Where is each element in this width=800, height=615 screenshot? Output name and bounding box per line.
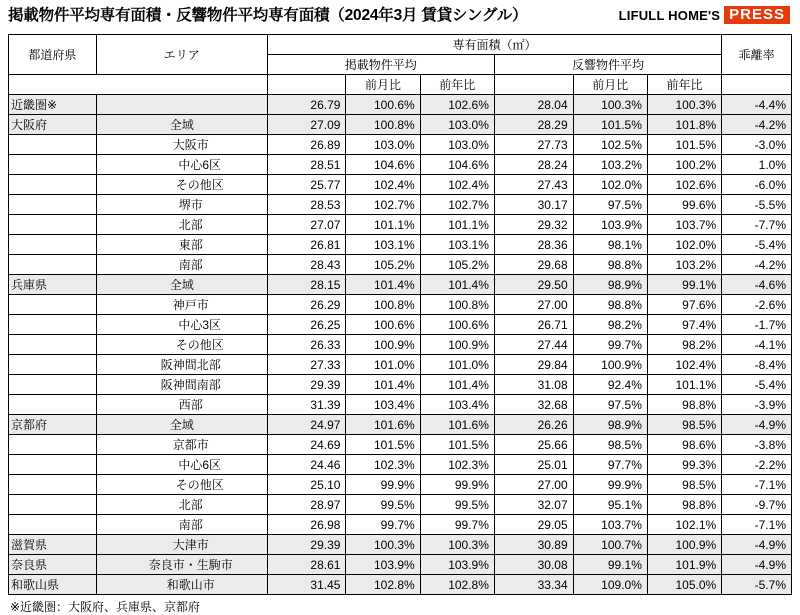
table-row <box>9 215 792 235</box>
cell-area: 神戸市 <box>96 295 267 315</box>
cell-response-mom: 98.9% <box>573 275 647 295</box>
table-row <box>9 315 792 335</box>
table-row <box>9 95 792 115</box>
cell-area: 北部 <box>96 495 267 515</box>
table-row <box>9 235 792 255</box>
table-row <box>9 335 792 355</box>
cell-listed-mom: 99.9% <box>346 475 420 495</box>
table-row <box>9 435 792 455</box>
table-row <box>9 575 792 595</box>
cell-gap-rate: -4.9% <box>722 415 792 435</box>
table-row <box>9 375 792 395</box>
cell-listed-avg: 28.15 <box>267 275 346 295</box>
logo-text: LIFULL HOME'S <box>618 7 721 23</box>
cell-gap-rate: -7.1% <box>722 475 792 495</box>
cell-area: その他区 <box>96 475 267 495</box>
cell-listed-yoy: 105.2% <box>420 255 494 275</box>
cell-response-avg: 29.84 <box>494 355 573 375</box>
cell-listed-avg: 26.98 <box>267 515 346 535</box>
cell-prefecture <box>9 335 97 355</box>
cell-prefecture <box>9 515 97 535</box>
cell-area: 全域 <box>96 415 267 435</box>
cell-listed-yoy: 102.8% <box>420 575 494 595</box>
cell-listed-yoy: 102.3% <box>420 455 494 475</box>
cell-response-mom: 92.4% <box>573 375 647 395</box>
table-row <box>9 175 792 195</box>
cell-prefecture <box>9 295 97 315</box>
cell-listed-avg: 27.33 <box>267 355 346 375</box>
cell-response-yoy: 98.8% <box>647 395 721 415</box>
sub-blank-pref <box>9 75 97 95</box>
cell-listed-mom: 100.9% <box>346 335 420 355</box>
group-header-response: 反響物件平均 <box>494 55 721 75</box>
cell-response-yoy: 98.8% <box>647 495 721 515</box>
cell-area <box>96 95 267 115</box>
cell-response-avg: 29.05 <box>494 515 573 535</box>
cell-listed-yoy: 102.7% <box>420 195 494 215</box>
table-row <box>9 555 792 575</box>
cell-area: 南部 <box>96 515 267 535</box>
cell-listed-avg: 27.07 <box>267 215 346 235</box>
cell-area: 北部 <box>96 215 267 235</box>
table-row <box>9 355 792 375</box>
cell-listed-mom: 101.5% <box>346 435 420 455</box>
cell-area: 堺市 <box>96 195 267 215</box>
cell-response-mom: 97.7% <box>573 455 647 475</box>
cell-prefecture <box>9 255 97 275</box>
cell-gap-rate: -3.9% <box>722 395 792 415</box>
sub-response-yoy: 前年比 <box>647 75 721 95</box>
cell-response-yoy: 98.6% <box>647 435 721 455</box>
cell-prefecture <box>9 195 97 215</box>
cell-listed-avg: 28.51 <box>267 155 346 175</box>
cell-prefecture: 近畿圏※ <box>9 95 97 115</box>
table-row <box>9 535 792 555</box>
table-body <box>9 95 792 595</box>
table-row <box>9 155 792 175</box>
cell-listed-avg: 27.09 <box>267 115 346 135</box>
cell-listed-avg: 26.33 <box>267 335 346 355</box>
cell-response-mom: 100.3% <box>573 95 647 115</box>
header <box>8 6 792 32</box>
cell-response-yoy: 102.0% <box>647 235 721 255</box>
cell-area: 全域 <box>96 115 267 135</box>
cell-area: 京都市 <box>96 435 267 455</box>
cell-prefecture <box>9 315 97 335</box>
cell-listed-yoy: 101.1% <box>420 215 494 235</box>
cell-gap-rate: -7.7% <box>722 215 792 235</box>
cell-response-mom: 99.7% <box>573 335 647 355</box>
cell-prefecture <box>9 475 97 495</box>
sub-listed-value <box>267 75 346 95</box>
table-row <box>9 275 792 295</box>
col-area-header: エリア <box>96 35 267 75</box>
data-table <box>8 34 792 595</box>
cell-listed-mom: 103.4% <box>346 395 420 415</box>
cell-response-mom: 97.5% <box>573 395 647 415</box>
cell-response-mom: 98.1% <box>573 235 647 255</box>
cell-area: 中心3区 <box>96 315 267 335</box>
cell-listed-avg: 24.69 <box>267 435 346 455</box>
cell-response-yoy: 105.0% <box>647 575 721 595</box>
cell-listed-avg: 25.10 <box>267 475 346 495</box>
cell-gap-rate: -5.4% <box>722 375 792 395</box>
cell-gap-rate: -3.0% <box>722 135 792 155</box>
cell-response-avg: 28.36 <box>494 235 573 255</box>
cell-listed-mom: 100.8% <box>346 295 420 315</box>
cell-response-avg: 29.50 <box>494 275 573 295</box>
cell-response-avg: 27.73 <box>494 135 573 155</box>
cell-listed-mom: 102.8% <box>346 575 420 595</box>
cell-response-yoy: 101.1% <box>647 375 721 395</box>
cell-area: 中心6区 <box>96 455 267 475</box>
table-row <box>9 395 792 415</box>
cell-prefecture <box>9 375 97 395</box>
cell-listed-yoy: 102.6% <box>420 95 494 115</box>
cell-area: 全域 <box>96 275 267 295</box>
cell-gap-rate: -4.1% <box>722 335 792 355</box>
cell-response-mom: 99.9% <box>573 475 647 495</box>
cell-response-avg: 29.32 <box>494 215 573 235</box>
cell-prefecture <box>9 435 97 455</box>
table-row <box>9 135 792 155</box>
cell-listed-mom: 101.4% <box>346 275 420 295</box>
cell-listed-yoy: 100.3% <box>420 535 494 555</box>
cell-response-yoy: 103.2% <box>647 255 721 275</box>
cell-response-yoy: 102.1% <box>647 515 721 535</box>
cell-listed-yoy: 102.4% <box>420 175 494 195</box>
cell-listed-mom: 101.0% <box>346 355 420 375</box>
cell-response-avg: 30.08 <box>494 555 573 575</box>
cell-gap-rate: -4.9% <box>722 535 792 555</box>
cell-prefecture <box>9 135 97 155</box>
cell-response-avg: 27.44 <box>494 335 573 355</box>
cell-response-yoy: 98.5% <box>647 415 721 435</box>
cell-listed-avg: 28.43 <box>267 255 346 275</box>
cell-response-mom: 102.0% <box>573 175 647 195</box>
cell-response-avg: 26.26 <box>494 415 573 435</box>
cell-area: 東部 <box>96 235 267 255</box>
cell-listed-mom: 102.4% <box>346 175 420 195</box>
cell-response-mom: 103.7% <box>573 515 647 535</box>
cell-listed-yoy: 101.4% <box>420 375 494 395</box>
cell-listed-avg: 25.77 <box>267 175 346 195</box>
cell-gap-rate: -2.2% <box>722 455 792 475</box>
cell-listed-yoy: 100.8% <box>420 295 494 315</box>
cell-response-yoy: 103.7% <box>647 215 721 235</box>
cell-response-yoy: 101.5% <box>647 135 721 155</box>
cell-listed-avg: 31.45 <box>267 575 346 595</box>
cell-response-avg: 27.00 <box>494 475 573 495</box>
table-header <box>9 35 792 95</box>
cell-listed-avg: 28.53 <box>267 195 346 215</box>
cell-listed-yoy: 99.5% <box>420 495 494 515</box>
cell-response-mom: 109.0% <box>573 575 647 595</box>
footnote: ※近畿圏：大阪府、兵庫県、京都府 <box>10 600 201 614</box>
cell-area: その他区 <box>96 175 267 195</box>
cell-listed-mom: 105.2% <box>346 255 420 275</box>
cell-gap-rate: -3.8% <box>722 435 792 455</box>
cell-response-avg: 27.43 <box>494 175 573 195</box>
cell-listed-mom: 100.3% <box>346 535 420 555</box>
cell-response-yoy: 99.1% <box>647 275 721 295</box>
cell-listed-mom: 103.1% <box>346 235 420 255</box>
logo-press-badge: PRESS <box>724 6 790 24</box>
cell-response-mom: 98.8% <box>573 255 647 275</box>
header-row-3 <box>9 75 792 95</box>
cell-area: 大阪市 <box>96 135 267 155</box>
cell-prefecture <box>9 395 97 415</box>
cell-prefecture: 和歌山県 <box>9 575 97 595</box>
cell-prefecture: 滋賀県 <box>9 535 97 555</box>
cell-response-yoy: 101.9% <box>647 555 721 575</box>
cell-area: 奈良市・生駒市 <box>96 555 267 575</box>
cell-listed-yoy: 99.9% <box>420 475 494 495</box>
cell-prefecture: 大阪府 <box>9 115 97 135</box>
table-row <box>9 415 792 435</box>
table-row <box>9 515 792 535</box>
cell-gap-rate: -7.1% <box>722 515 792 535</box>
cell-response-avg: 25.66 <box>494 435 573 455</box>
cell-prefecture <box>9 355 97 375</box>
cell-gap-rate: -4.2% <box>722 255 792 275</box>
cell-gap-rate: -1.7% <box>722 315 792 335</box>
cell-response-avg: 25.01 <box>494 455 573 475</box>
table-row <box>9 295 792 315</box>
cell-response-avg: 28.29 <box>494 115 573 135</box>
brand-logo <box>619 6 792 24</box>
cell-prefecture: 京都府 <box>9 415 97 435</box>
sub-response-value <box>494 75 573 95</box>
col-gap-header: 乖離率 <box>722 35 792 75</box>
cell-listed-yoy: 100.6% <box>420 315 494 335</box>
cell-response-yoy: 100.9% <box>647 535 721 555</box>
cell-area: その他区 <box>96 335 267 355</box>
cell-listed-avg: 28.61 <box>267 555 346 575</box>
cell-listed-mom: 104.6% <box>346 155 420 175</box>
cell-listed-mom: 100.8% <box>346 115 420 135</box>
cell-response-yoy: 97.4% <box>647 315 721 335</box>
cell-response-mom: 101.5% <box>573 115 647 135</box>
cell-gap-rate: -5.5% <box>722 195 792 215</box>
cell-response-yoy: 98.2% <box>647 335 721 355</box>
sub-listed-yoy: 前年比 <box>420 75 494 95</box>
table-row <box>9 495 792 515</box>
cell-response-avg: 31.08 <box>494 375 573 395</box>
cell-listed-avg: 26.81 <box>267 235 346 255</box>
cell-gap-rate: -2.6% <box>722 295 792 315</box>
cell-response-mom: 98.8% <box>573 295 647 315</box>
cell-response-mom: 95.1% <box>573 495 647 515</box>
cell-listed-avg: 31.39 <box>267 395 346 415</box>
page-title: 掲載物件平均専有面積・反響物件平均専有面積（2024年3月 賃貸シングル） <box>8 7 528 24</box>
table-row <box>9 115 792 135</box>
cell-response-avg: 26.71 <box>494 315 573 335</box>
cell-prefecture <box>9 495 97 515</box>
cell-gap-rate: 1.0% <box>722 155 792 175</box>
cell-prefecture: 兵庫県 <box>9 275 97 295</box>
cell-listed-avg: 29.39 <box>267 535 346 555</box>
cell-response-yoy: 99.6% <box>647 195 721 215</box>
cell-response-yoy: 100.2% <box>647 155 721 175</box>
sub-listed-mom: 前月比 <box>346 75 420 95</box>
cell-gap-rate: -5.7% <box>722 575 792 595</box>
cell-listed-yoy: 100.9% <box>420 335 494 355</box>
cell-gap-rate: -8.4% <box>722 355 792 375</box>
cell-listed-avg: 29.39 <box>267 375 346 395</box>
cell-response-yoy: 101.8% <box>647 115 721 135</box>
cell-response-avg: 32.07 <box>494 495 573 515</box>
sub-blank-gap <box>722 75 792 95</box>
group-header-main: 専有面積（㎡） <box>267 35 722 55</box>
cell-response-mom: 98.9% <box>573 415 647 435</box>
cell-gap-rate: -9.7% <box>722 495 792 515</box>
cell-area: 阪神間北部 <box>96 355 267 375</box>
cell-listed-mom: 103.9% <box>346 555 420 575</box>
cell-listed-avg: 26.25 <box>267 315 346 335</box>
cell-gap-rate: -4.6% <box>722 275 792 295</box>
cell-response-avg: 27.00 <box>494 295 573 315</box>
cell-listed-yoy: 103.0% <box>420 135 494 155</box>
cell-listed-yoy: 103.9% <box>420 555 494 575</box>
table-row <box>9 455 792 475</box>
cell-response-mom: 100.7% <box>573 535 647 555</box>
cell-listed-yoy: 101.5% <box>420 435 494 455</box>
cell-response-mom: 98.2% <box>573 315 647 335</box>
cell-listed-yoy: 101.6% <box>420 415 494 435</box>
cell-listed-yoy: 103.0% <box>420 115 494 135</box>
cell-listed-mom: 100.6% <box>346 315 420 335</box>
cell-listed-mom: 101.1% <box>346 215 420 235</box>
cell-listed-yoy: 104.6% <box>420 155 494 175</box>
cell-listed-avg: 28.97 <box>267 495 346 515</box>
cell-response-avg: 30.17 <box>494 195 573 215</box>
cell-listed-avg: 26.79 <box>267 95 346 115</box>
cell-response-mom: 97.5% <box>573 195 647 215</box>
table-row <box>9 475 792 495</box>
cell-listed-yoy: 103.1% <box>420 235 494 255</box>
cell-response-yoy: 98.5% <box>647 475 721 495</box>
cell-response-mom: 98.5% <box>573 435 647 455</box>
cell-listed-mom: 99.5% <box>346 495 420 515</box>
cell-response-yoy: 97.6% <box>647 295 721 315</box>
cell-listed-mom: 99.7% <box>346 515 420 535</box>
cell-response-yoy: 102.4% <box>647 355 721 375</box>
cell-listed-yoy: 101.4% <box>420 275 494 295</box>
cell-prefecture <box>9 455 97 475</box>
cell-listed-mom: 101.4% <box>346 375 420 395</box>
cell-gap-rate: -4.9% <box>722 555 792 575</box>
cell-listed-mom: 103.0% <box>346 135 420 155</box>
cell-response-mom: 103.2% <box>573 155 647 175</box>
cell-area: 南部 <box>96 255 267 275</box>
table-row <box>9 255 792 275</box>
cell-area: 阪神間南部 <box>96 375 267 395</box>
cell-prefecture <box>9 235 97 255</box>
cell-response-avg: 28.04 <box>494 95 573 115</box>
col-pref-header: 都道府県 <box>9 35 97 75</box>
cell-area: 西部 <box>96 395 267 415</box>
cell-response-avg: 32.68 <box>494 395 573 415</box>
cell-prefecture: 奈良県 <box>9 555 97 575</box>
cell-gap-rate: -4.4% <box>722 95 792 115</box>
cell-response-yoy: 99.3% <box>647 455 721 475</box>
cell-response-mom: 103.9% <box>573 215 647 235</box>
cell-response-avg: 30.89 <box>494 535 573 555</box>
cell-gap-rate: -6.0% <box>722 175 792 195</box>
cell-response-avg: 29.68 <box>494 255 573 275</box>
sub-response-mom: 前月比 <box>573 75 647 95</box>
cell-listed-avg: 24.46 <box>267 455 346 475</box>
cell-area: 和歌山市 <box>96 575 267 595</box>
cell-prefecture <box>9 155 97 175</box>
header-row-1 <box>9 35 792 55</box>
sub-blank-area <box>96 75 267 95</box>
cell-response-avg: 28.24 <box>494 155 573 175</box>
cell-area: 大津市 <box>96 535 267 555</box>
cell-listed-avg: 26.89 <box>267 135 346 155</box>
cell-listed-yoy: 99.7% <box>420 515 494 535</box>
cell-response-mom: 99.1% <box>573 555 647 575</box>
cell-prefecture <box>9 215 97 235</box>
cell-response-avg: 33.34 <box>494 575 573 595</box>
cell-listed-yoy: 103.4% <box>420 395 494 415</box>
cell-area: 中心6区 <box>96 155 267 175</box>
cell-response-mom: 100.9% <box>573 355 647 375</box>
cell-gap-rate: -4.2% <box>722 115 792 135</box>
cell-gap-rate: -5.4% <box>722 235 792 255</box>
group-header-listed: 掲載物件平均 <box>267 55 494 75</box>
cell-listed-mom: 101.6% <box>346 415 420 435</box>
cell-response-mom: 102.5% <box>573 135 647 155</box>
cell-listed-yoy: 101.0% <box>420 355 494 375</box>
cell-listed-mom: 102.7% <box>346 195 420 215</box>
cell-listed-avg: 26.29 <box>267 295 346 315</box>
cell-response-yoy: 102.6% <box>647 175 721 195</box>
cell-listed-avg: 24.97 <box>267 415 346 435</box>
cell-response-yoy: 100.3% <box>647 95 721 115</box>
cell-listed-mom: 100.6% <box>346 95 420 115</box>
cell-listed-mom: 102.3% <box>346 455 420 475</box>
table-row <box>9 195 792 215</box>
cell-prefecture <box>9 175 97 195</box>
